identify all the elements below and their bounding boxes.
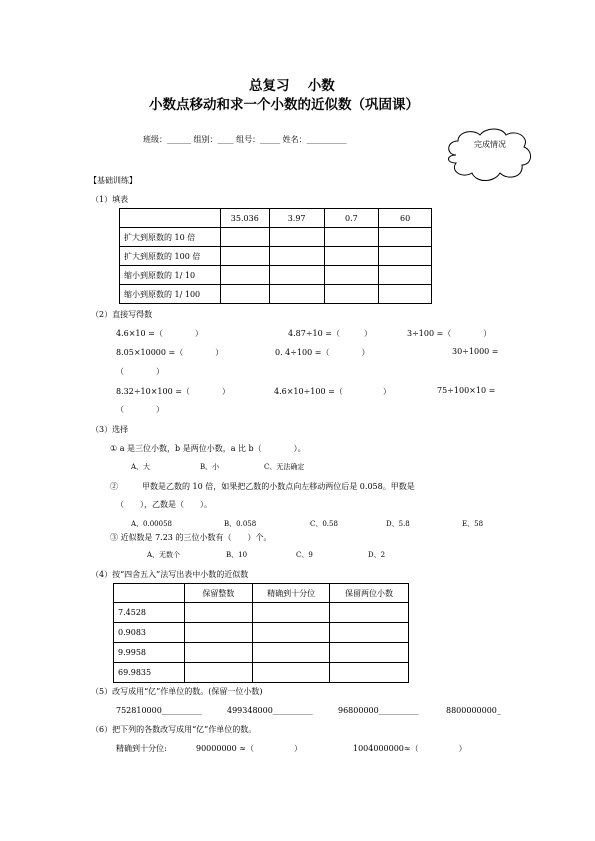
- q6-label: （6）把下列的各数改写成用“亿”作单位的数。: [91, 725, 257, 734]
- answer-cell[interactable]: [253, 663, 330, 683]
- student-info: 班级：______ 组别：____ 组号：_____ 姓名：__________: [143, 135, 347, 144]
- q3-item1: ① a 是三位小数，b 是两位小数，a 比 b（ ）。: [110, 444, 306, 453]
- answer-cell[interactable]: [379, 228, 432, 247]
- answer-cell[interactable]: [324, 285, 379, 304]
- completion-badge: [442, 125, 534, 185]
- answer-cell[interactable]: [269, 266, 324, 285]
- table-row: [114, 623, 409, 643]
- q2-item: 75÷100×10 =: [437, 386, 496, 395]
- answer-cell[interactable]: [379, 266, 432, 285]
- answer-cell[interactable]: [379, 285, 432, 304]
- answer-cell[interactable]: [330, 603, 409, 623]
- q5-item: 96800000__________: [338, 706, 419, 715]
- q5-item: 752810000__________: [116, 706, 202, 715]
- table-row: [120, 228, 432, 247]
- q1-col-header: 0.7: [324, 209, 379, 228]
- q3-option: C、无法确定: [264, 463, 305, 471]
- q2-item: 8.32÷10×100 =（ ）: [116, 387, 230, 396]
- q4-row-label: 9.9958: [114, 643, 185, 663]
- answer-cell[interactable]: [324, 228, 379, 247]
- answer-cell[interactable]: [184, 623, 252, 643]
- q3-option: B、0.058: [224, 520, 257, 528]
- q5-item: 8800000000_: [446, 706, 501, 715]
- q5-item: 499348000__________: [227, 706, 313, 715]
- q4-col-header: 保留两位小数: [330, 584, 409, 603]
- q3-option: A、大: [131, 463, 151, 471]
- answer-cell[interactable]: [220, 266, 269, 285]
- table-row: [114, 603, 409, 623]
- table-row: [114, 663, 409, 683]
- q3-option: A、0.00058: [131, 520, 173, 528]
- q1-col-header: 60: [379, 209, 432, 228]
- q1-row-label: 缩小到原数的 1/ 100: [120, 285, 221, 304]
- answer-cell[interactable]: [220, 285, 269, 304]
- q3-option: C、0.58: [310, 520, 338, 528]
- q2-item: 4.6×10 =（ ）: [116, 329, 203, 338]
- answer-cell[interactable]: [324, 266, 379, 285]
- q2-item-cont: （ ）: [116, 405, 164, 414]
- page-subtitle: 小数点移动和求一个小数的近似数（巩固课）: [149, 97, 419, 113]
- page-title: 总复习 小数: [249, 78, 335, 94]
- table-row: [120, 247, 432, 266]
- q3-option: E、58: [462, 520, 484, 528]
- answer-cell[interactable]: [184, 603, 252, 623]
- q4-row-label: 69.9835: [114, 663, 185, 683]
- table-row: [120, 285, 432, 304]
- q2-item: 0. 4÷100 =（ ）: [275, 348, 370, 357]
- q4-col-header: 保留整数: [184, 584, 252, 603]
- q1-row-label: 扩大到原数的 10 倍: [120, 228, 221, 247]
- q1-table: [119, 208, 432, 304]
- completion-badge-label: 完成情况: [474, 140, 506, 149]
- q6-item: 1004000000≈（ ）: [353, 744, 467, 753]
- q3-option: B、10: [226, 551, 248, 559]
- q4-table: [113, 583, 409, 683]
- q6-prefix: 精确到十分位:: [116, 744, 167, 753]
- answer-cell[interactable]: [184, 643, 252, 663]
- q4-col-header: 精确到十分位: [253, 584, 330, 603]
- answer-cell[interactable]: [253, 603, 330, 623]
- q2-item: 30÷1000 =: [452, 347, 499, 356]
- q3-option: A、无数个: [147, 551, 181, 559]
- q3-item2-cont: （ ），乙数是（ ）。: [116, 500, 212, 509]
- q2-item: 4.87÷10 =（ ）: [288, 329, 372, 338]
- q4-row-label: 7.4528: [114, 603, 185, 623]
- answer-cell[interactable]: [330, 623, 409, 643]
- answer-cell[interactable]: [220, 228, 269, 247]
- q2-item: 3÷100 =（ ）: [407, 329, 492, 338]
- table-row: [120, 266, 432, 285]
- q1-label: （1）填表: [91, 195, 129, 204]
- q2-label: （2）直接写得数: [91, 310, 153, 319]
- q6-item: 90000000 ≈（ ）: [196, 744, 302, 753]
- q3-option: D、5.8: [386, 520, 410, 528]
- answer-cell[interactable]: [330, 663, 409, 683]
- q5-label: （5）改写成用“亿”作单位的数。(保留一位小数): [91, 687, 263, 696]
- q1-row-label: 缩小到原数的 1/ 10: [120, 266, 221, 285]
- q3-option: C、9: [296, 551, 313, 559]
- q3-option: B、小: [200, 463, 220, 471]
- q3-item2: ② 甲数是乙数的 10 倍，如果把乙数的小数点向左移动两位后是 0.058。甲数是: [110, 482, 415, 491]
- answer-cell[interactable]: [269, 285, 324, 304]
- table-row: [114, 643, 409, 663]
- q3-label: （3）选择: [91, 425, 129, 434]
- answer-cell[interactable]: [184, 663, 252, 683]
- answer-cell[interactable]: [379, 247, 432, 266]
- answer-cell[interactable]: [324, 247, 379, 266]
- answer-cell[interactable]: [330, 643, 409, 663]
- answer-cell[interactable]: [269, 247, 324, 266]
- q4-row-label: 0.9083: [114, 623, 185, 643]
- answer-cell[interactable]: [220, 247, 269, 266]
- q1-row-label: 扩大到原数的 100 倍: [120, 247, 221, 266]
- answer-cell[interactable]: [253, 643, 330, 663]
- q2-item: 8.05×10000 =（ ）: [116, 348, 224, 357]
- q4-label: （4）按“四舍五入”法写出表中小数的近似数: [91, 570, 249, 579]
- q3-option: D、2: [368, 551, 386, 559]
- q1-col-header: 35.036: [220, 209, 269, 228]
- q2-item-cont: （ ）: [116, 367, 164, 376]
- section-title: 【基础训练】: [89, 176, 137, 185]
- answer-cell[interactable]: [269, 228, 324, 247]
- answer-cell[interactable]: [253, 623, 330, 643]
- q3-item3: ③ 近似数是 7.23 的三位小数有（ ）个。: [110, 533, 272, 542]
- q2-item: 4.6×10÷100 =（ ）: [274, 387, 391, 396]
- q1-col-header: 3.97: [269, 209, 324, 228]
